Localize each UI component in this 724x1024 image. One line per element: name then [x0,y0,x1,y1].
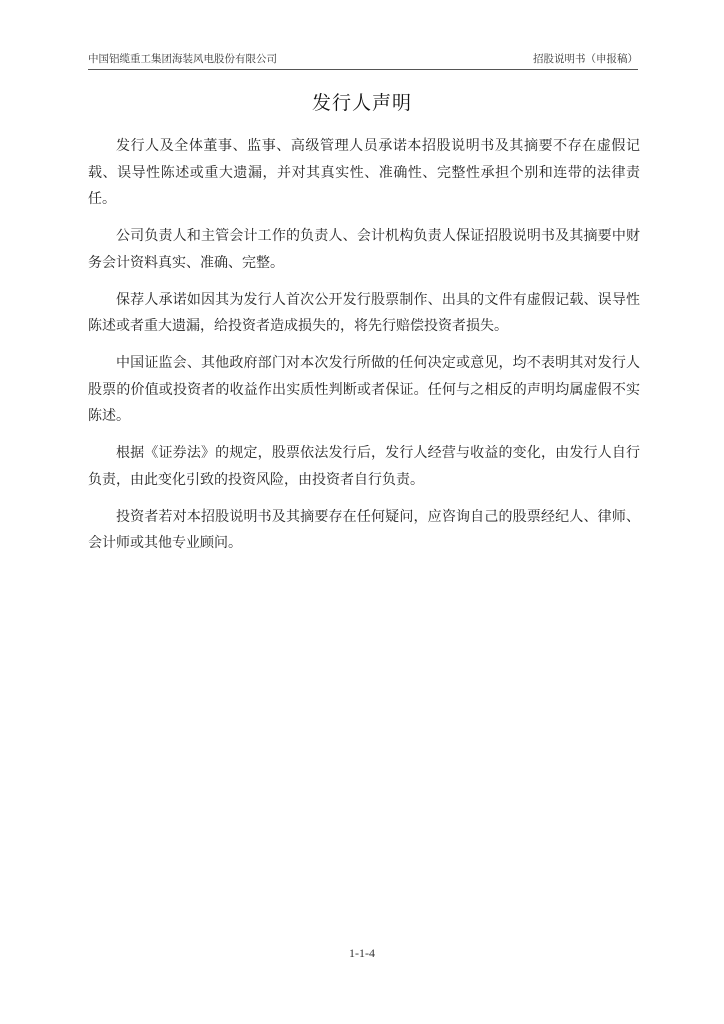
page-title: 发行人声明 [311,92,412,114]
statement-body [88,133,640,567]
header-company-name: 中国铝缆重工集团海装风电股份有限公司 [88,53,277,65]
paragraph-5: 根据《证券法》的规定，股票依法发行后，发行人经营与收益的变化，由发行人自行负责，由此变化引致的投资风险，由投资者自行负责。 [88,445,640,488]
paragraph-6: 投资者若对本招股说明书及其摘要存在任何疑问，应咨询自己的股票经纪人、律师、会计师或其他专业顾问。 [88,508,640,551]
page-header [88,50,638,68]
paragraph-1: 发行人及全体董事、监事、高级管理人员承诺本招股说明书及其摘要不存在虚假记载、误导性陈述或重大遗漏，并对其真实性、准确性、完整性承担个别和连带的法律责任。 [88,138,640,207]
paragraph-3: 保荐人承诺如因其为发行人首次公开发行股票制作、出具的文件有虚假记载、误导性陈述或者重大遗漏，给投资者造成损失的，将先行赔偿投资者损失。 [88,291,640,334]
header-document-type: 招股说明书（申报稿） [533,53,638,65]
header-divider [88,69,638,70]
paragraph-2: 公司负责人和主管会计工作的负责人、会计机构负责人保证招股说明书及其摘要中财务会计资料真实、准确、完整。 [88,228,640,271]
paragraph-4: 中国证监会、其他政府部门对本次发行所做的任何决定或意见，均不表明其对发行人股票的价值或投资者的收益作出实质性判断或者保证。任何与之相反的声明均属虚假不实陈述。 [88,355,640,424]
page-number: 1-1-4 [349,946,375,960]
